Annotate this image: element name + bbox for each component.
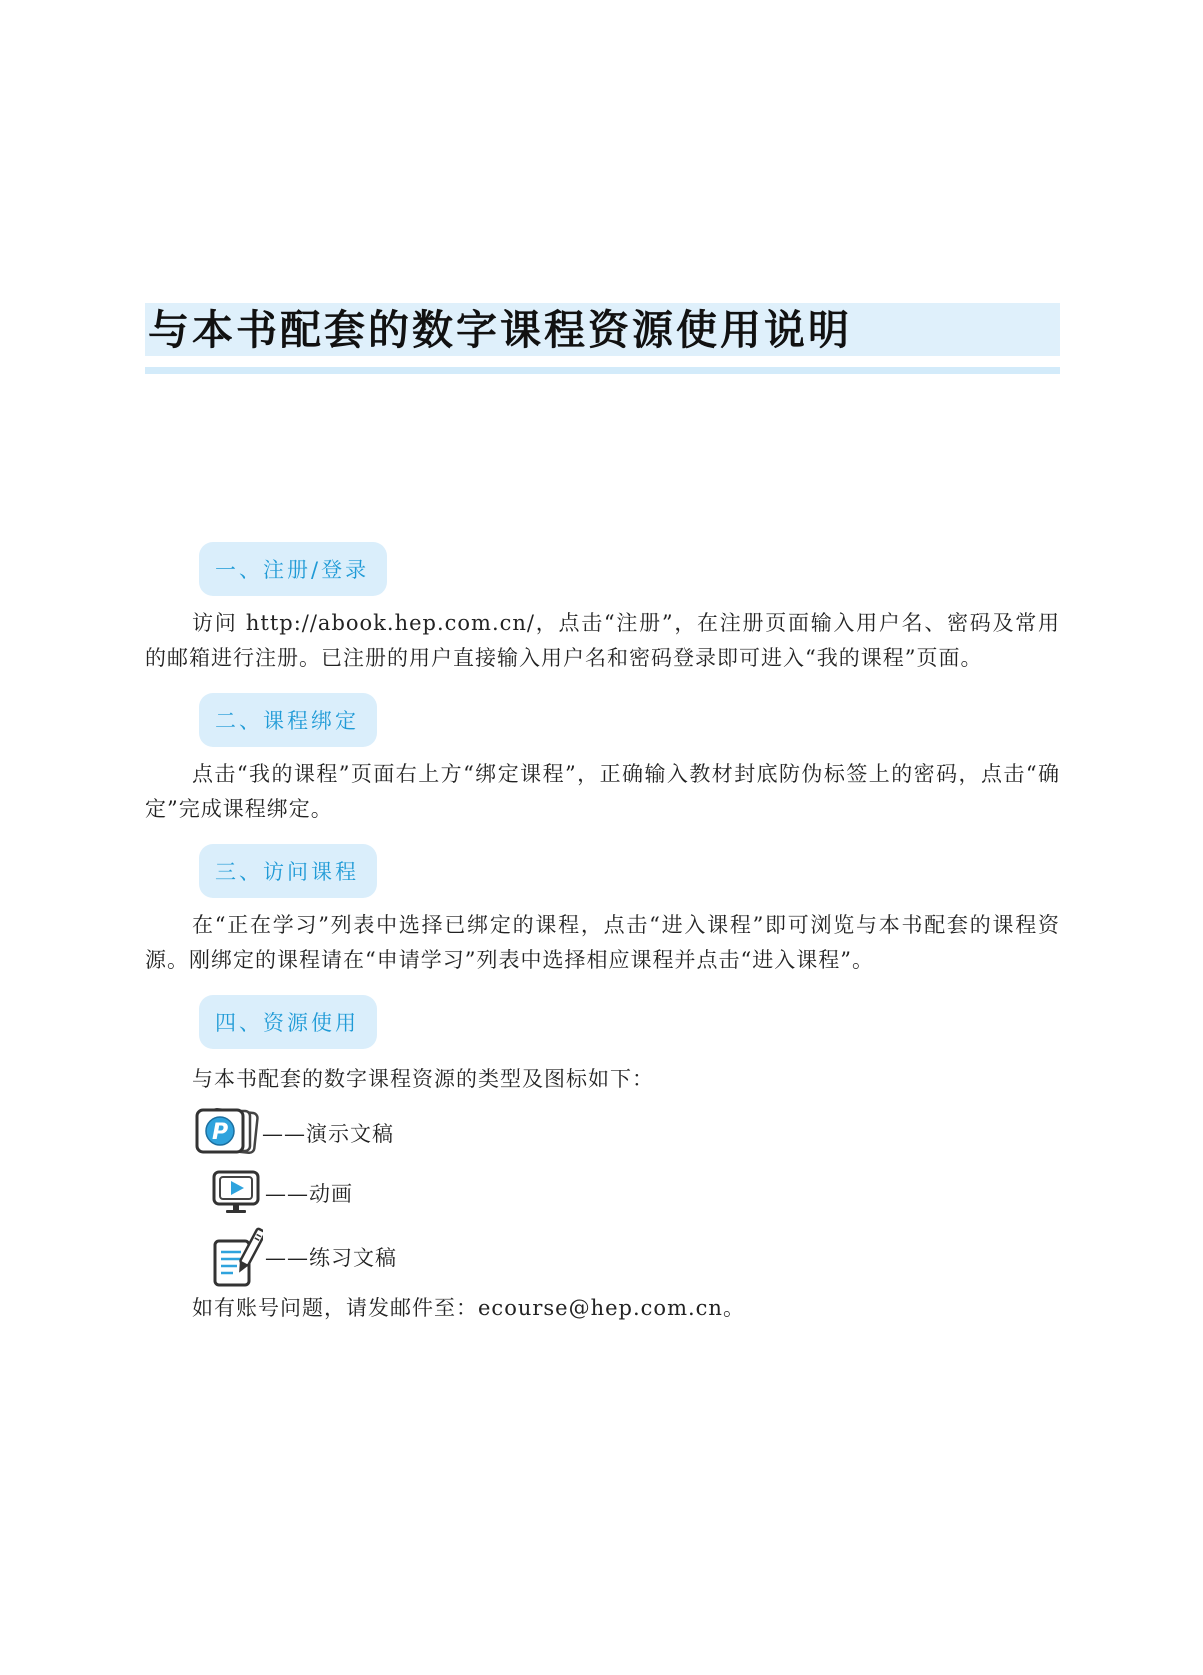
presentation-icon: [194, 1107, 264, 1159]
section-heading-access-course: 三、访问课程: [199, 844, 377, 898]
contact-line: 如有账号问题，请发邮件至：ecourse@hep.com.cn。: [192, 1296, 745, 1320]
exercise-icon: [211, 1225, 263, 1289]
svg-text:P: P: [211, 1120, 229, 1145]
resource-label-animation: ——动画: [265, 1182, 353, 1206]
resource-label-exercise: ——练习文稿: [265, 1246, 397, 1270]
resource-item-presentation: [194, 1107, 394, 1159]
section-body-access-course: 在“正在学习”列表中选择已绑定的课程，点击“进入课程”即可浏览与本书配套的课程资源。刚绑定的课程请在“申请学习”列表中选择相应课程并点击“进入课程”。: [145, 913, 1060, 972]
section-heading-register: 一、注册/登录: [199, 542, 387, 596]
page-title: 与本书配套的数字课程资源使用说明: [148, 306, 852, 354]
resources-intro: 与本书配套的数字课程资源的类型及图标如下：: [192, 1067, 654, 1091]
section-heading-bind-course: 二、课程绑定: [199, 693, 377, 747]
animation-icon: [211, 1168, 263, 1218]
resource-item-animation: [211, 1168, 353, 1218]
resource-item-exercise: [211, 1225, 397, 1289]
section-body-register: 访问 http://abook.hep.com.cn/，点击“注册”，在注册页面输入用户名、密码及常用的邮箱进行注册。已注册的用户直接输入用户名和密码登录即可进入“我的课程”页面。: [145, 611, 1060, 670]
section-heading-resource-use: 四、资源使用: [199, 995, 377, 1049]
title-underline: [145, 367, 1060, 374]
section-body-bind-course: 点击“我的课程”页面右上方“绑定课程”，正确输入教材封底防伪标签上的密码，点击“确定”完成课程绑定。: [145, 762, 1060, 821]
resource-label-presentation: ——演示文稿: [262, 1122, 394, 1146]
